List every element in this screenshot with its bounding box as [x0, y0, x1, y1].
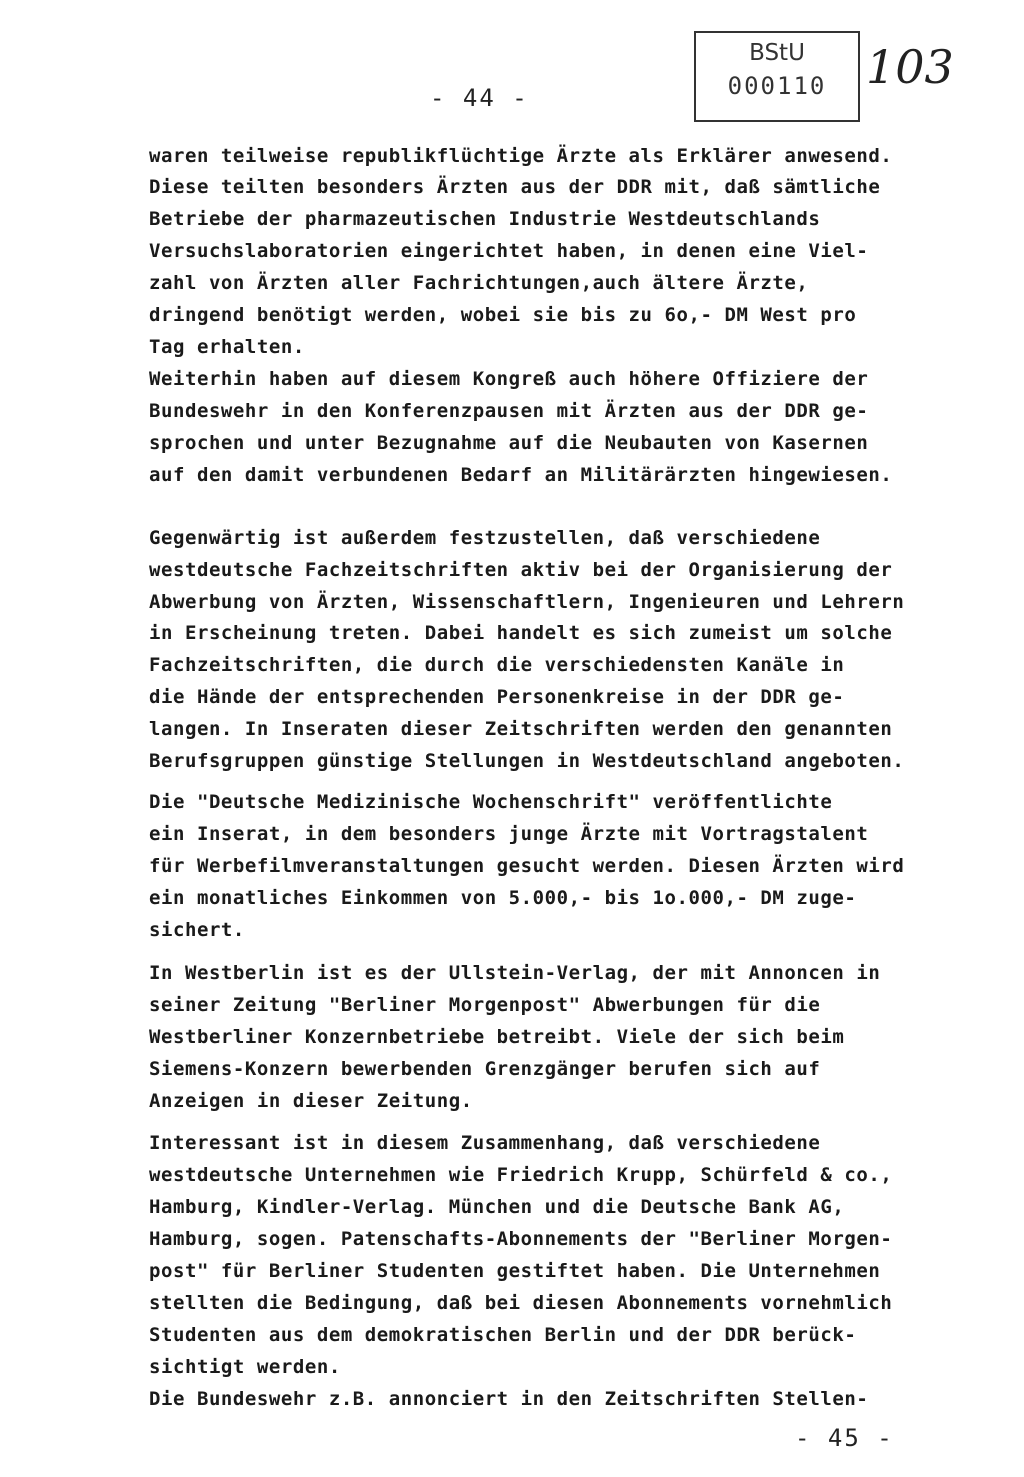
text-line: Bundeswehr in den Konferenzpausen mit Ärzten aus der DDR ge- — [149, 400, 869, 422]
text-line: Betriebe der pharmazeutischen Industrie Westdeutschlands — [149, 208, 821, 230]
text-line: Interessant ist in diesem Zusammenhang, daß verschiedene — [149, 1132, 821, 1154]
text-line: auf den damit verbundenen Bedarf an Militärärzten hingewiesen. — [149, 464, 893, 486]
text-line: sprochen und unter Bezugnahme auf die Neubauten von Kasernen — [149, 432, 869, 454]
page-number: - 44 - — [430, 84, 529, 112]
text-line: Versuchslaboratorien eingerichtet haben, in denen eine Viel- — [149, 240, 869, 262]
text-line: Abwerbung von Ärzten, Wissenschaftlern, Ingenieuren und Lehrern — [149, 591, 905, 613]
handwritten-page-number: 103 — [866, 40, 954, 94]
text-line: westdeutsche Fachzeitschriften aktiv bei der Organisierung der — [149, 559, 893, 581]
text-line: sichert. — [149, 919, 245, 941]
text-line: Gegenwärtig ist außerdem festzustellen, daß verschiedene — [149, 527, 821, 549]
archive-stamp — [694, 31, 860, 122]
text-line: ein monatliches Einkommen von 5.000,- bis 1o.000,- DM zuge- — [149, 887, 857, 909]
text-line: langen. In Inseraten dieser Zeitschriften werden den genannten — [149, 718, 893, 740]
text-line: Studenten aus dem demokratischen Berlin und der DDR berück- — [149, 1324, 857, 1346]
text-line: Siemens-Konzern bewerbenden Grenzgänger berufen sich auf — [149, 1058, 821, 1080]
text-line: zahl von Ärzten aller Fachrichtungen,auch ältere Ärzte, — [149, 272, 809, 294]
text-line: in Erscheinung treten. Dabei handelt es sich zumeist um solche — [149, 622, 893, 644]
continuation-mark: - 45 - — [795, 1424, 894, 1452]
text-line: Fachzeitschriften, die durch die verschiedensten Kanäle in — [149, 654, 845, 676]
text-line: Berufsgruppen günstige Stellungen in Westdeutschland angeboten. — [149, 750, 905, 772]
text-line: dringend benötigt werden, wobei sie bis zu 6o,- DM West pro — [149, 304, 857, 326]
text-line: Die Bundeswehr z.B. annonciert in den Zeitschriften Stellen- — [149, 1388, 869, 1410]
stamp-number: 000110 — [727, 72, 827, 100]
text-line: ein Inserat, in dem besonders junge Ärzte mit Vortragstalent — [149, 823, 869, 845]
text-line: Diese teilten besonders Ärzten aus der DDR mit, daß sämtliche — [149, 176, 881, 198]
text-line: seiner Zeitung "Berliner Morgenpost" Abwerbungen für die — [149, 994, 821, 1016]
text-line: waren teilweise republikflüchtige Ärzte als Erklärer anwesend. — [149, 145, 893, 167]
text-line: stellten die Bedingung, daß bei diesen Abonnements vornehmlich — [149, 1292, 893, 1314]
text-line: Hamburg, sogen. Patenschafts-Abonnements der "Berliner Morgen- — [149, 1228, 893, 1250]
text-line: die Hände der entsprechenden Personenkreise in der DDR ge- — [149, 686, 845, 708]
text-line: für Werbefilmveranstaltungen gesucht werden. Diesen Ärzten wird — [149, 855, 905, 877]
text-line: Tag erhalten. — [149, 336, 305, 358]
text-line: sichtigt werden. — [149, 1356, 341, 1378]
text-line: In Westberlin ist es der Ullstein-Verlag, der mit Annoncen in — [149, 962, 881, 984]
text-line: post" für Berliner Studenten gestiftet haben. Die Unternehmen — [149, 1260, 881, 1282]
stamp-agency: BStU — [749, 40, 805, 66]
text-line: Anzeigen in dieser Zeitung. — [149, 1090, 473, 1112]
text-line: westdeutsche Unternehmen wie Friedrich Krupp, Schürfeld & co., — [149, 1164, 893, 1186]
text-line: Die "Deutsche Medizinische Wochenschrift" veröffentlichte — [149, 791, 833, 813]
text-line: Weiterhin haben auf diesem Kongreß auch höhere Offiziere der — [149, 368, 869, 390]
text-line: Westberliner Konzernbetriebe betreibt. Viele der sich beim — [149, 1026, 845, 1048]
text-line: Hamburg, Kindler-Verlag. München und die Deutsche Bank AG, — [149, 1196, 845, 1218]
